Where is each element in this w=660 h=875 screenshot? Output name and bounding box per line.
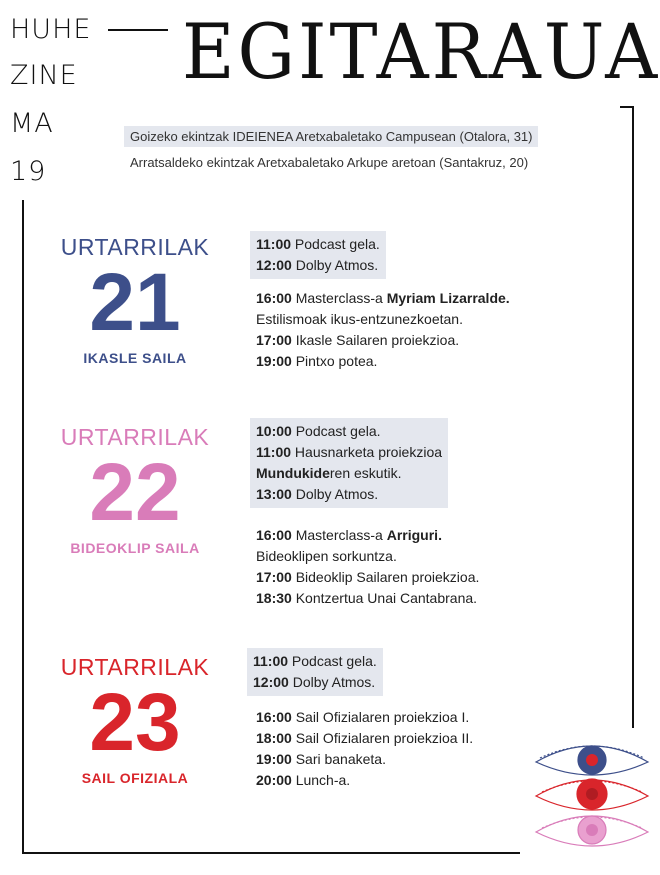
- day-23-afternoon-item: [256, 707, 473, 728]
- day-22-afternoon-item: [256, 567, 479, 588]
- event-text: ren eskutik.: [329, 465, 402, 481]
- day-22-morning-box: [250, 418, 448, 508]
- event-text: Podcast gela.: [288, 653, 377, 669]
- day-22-afternoon-item: [256, 546, 479, 567]
- frame-left: [22, 200, 24, 853]
- event-time: 11:00: [256, 236, 292, 252]
- event-time: 12:00: [256, 257, 292, 273]
- frame-right: [632, 106, 634, 728]
- event-time: 16:00: [256, 290, 292, 306]
- event-text: Dolby Atmos.: [288, 674, 376, 690]
- day-21-afternoon-item: [256, 309, 510, 330]
- event-time: 19:00: [256, 353, 292, 369]
- day-22-series: BIDEOKLIP SAILA: [70, 540, 200, 556]
- event-time: 17:00: [256, 332, 292, 348]
- day-21-series: IKASLE SAILA: [83, 350, 187, 366]
- day-21-morning-item: [256, 255, 380, 276]
- day-23-afternoon-item: [256, 770, 473, 791]
- event-highlight: Mundukide: [256, 465, 330, 481]
- event-time: 16:00: [256, 709, 292, 725]
- event-text: Podcast gela.: [291, 423, 381, 439]
- event-text: Masterclass-a: [291, 290, 387, 306]
- day-23-morning-box: [247, 648, 383, 696]
- event-time: 12:00: [253, 674, 289, 690]
- info-afternoon: Arratsaldeko ekintzak Aretxabaletako Arkupe aretoan (Santakruz, 20): [130, 155, 529, 170]
- day-22-afternoon-list: [256, 525, 479, 609]
- day-23-afternoon-list: [256, 707, 473, 791]
- event-time: 11:00: [256, 444, 292, 460]
- day-21-morning-item: [256, 234, 380, 255]
- day-22-morning-item: [256, 421, 442, 442]
- event-time: 19:00: [256, 751, 292, 767]
- event-text: Sail Ofizialaren proiekzioa I.: [291, 709, 470, 725]
- event-highlight: Arriguri.: [386, 527, 442, 543]
- event-text: Ikasle Sailaren proiekzioa.: [291, 332, 460, 348]
- event-time: 17:00: [256, 569, 292, 585]
- event-text: Pintxo potea.: [291, 353, 378, 369]
- day-21-afternoon-item: [256, 330, 510, 351]
- event-text: Dolby Atmos.: [291, 257, 379, 273]
- event-text: Hausnarketa proiekzioa: [291, 444, 443, 460]
- day-23-series: SAIL OFIZIALA: [81, 770, 189, 786]
- event-text: Kontzertua Unai Cantabrana.: [291, 590, 478, 606]
- day-21-morning-box: [250, 231, 386, 279]
- day-22-month: URTARRILAK: [60, 424, 210, 450]
- event-time: 11:00: [253, 653, 289, 669]
- event-time: 10:00: [256, 423, 292, 439]
- day-23-afternoon-item: [256, 728, 473, 749]
- day-23-afternoon-item: [256, 749, 473, 770]
- day-21-month: URTARRILAK: [60, 234, 210, 260]
- eyes-illustration: [532, 736, 652, 862]
- event-text: Lunch-a.: [291, 772, 351, 788]
- day-21-number: 21: [89, 257, 181, 348]
- event-time: 13:00: [256, 486, 292, 502]
- day-22-morning-item: [256, 463, 442, 484]
- event-text: Bideoklip Sailaren proiekzioa.: [291, 569, 480, 585]
- day-22-afternoon-item: [256, 588, 479, 609]
- day-22-afternoon-item: [256, 525, 479, 546]
- day-23-month: URTARRILAK: [60, 654, 210, 680]
- event-time: 20:00: [256, 772, 292, 788]
- event-text: Sail Ofizialaren proiekzioa II.: [291, 730, 474, 746]
- frame-bottom: [22, 852, 520, 854]
- day-23-morning-item: [253, 651, 377, 672]
- frame-top-tick: [620, 106, 634, 108]
- event-time: 18:00: [256, 730, 292, 746]
- day-22-number: 22: [89, 447, 181, 538]
- event-time: 18:30: [256, 590, 292, 606]
- page-title: EGITARAUA: [182, 7, 660, 96]
- day-21-afternoon-list: [256, 288, 510, 372]
- event-highlight: Myriam Lizarralde.: [386, 290, 510, 306]
- event-text: Bideoklipen sorkuntza.: [256, 548, 397, 564]
- event-text: Sari banaketa.: [291, 751, 386, 767]
- day-22-morning-item: [256, 484, 442, 505]
- info-morning: Goizeko ekintzak IDEIENEA Aretxabaletako Campusean (Otalora, 31): [124, 126, 538, 147]
- day-21-afternoon-item: [256, 288, 510, 309]
- brand-line-2: ZINE: [10, 60, 78, 91]
- day-21-afternoon-item: [256, 351, 510, 372]
- brand-rule: [108, 29, 168, 31]
- day-23-morning-item: [253, 672, 377, 693]
- event-text: Masterclass-a: [291, 527, 387, 543]
- brand-line-1: HUHE: [10, 14, 92, 45]
- event-text: Estilismoak ikus-entzunezkoetan.: [256, 311, 463, 327]
- day-22-morning-item: [256, 442, 442, 463]
- brand-line-4: 19: [10, 156, 47, 187]
- event-time: 16:00: [256, 527, 292, 543]
- event-text: Podcast gela.: [291, 236, 380, 252]
- event-text: Dolby Atmos.: [291, 486, 379, 502]
- day-23-number: 23: [89, 677, 181, 768]
- brand-line-3: MA: [10, 108, 54, 139]
